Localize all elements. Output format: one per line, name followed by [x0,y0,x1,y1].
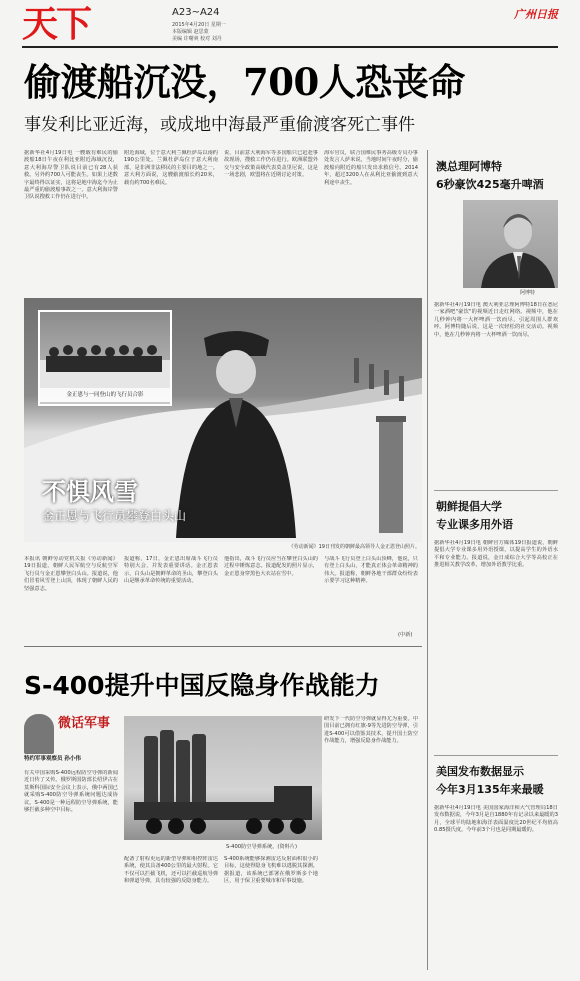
s400-photo-caption: S-400防空导弹系统。(资料片) [226,844,297,850]
s400-body-col4: 研发下一代防空导弹就显得尤为重要。中国目前已拥有红旗-9等先进防空导弹，引进S-400可以借鉴其技术，提升国土防空作战能力，增强反隐身作战能力。 [324,716,418,745]
sidebar-story3-title2: 今年3月135年来最暖 [436,783,544,796]
masthead-rule [22,46,558,48]
newspaper-logo: 广州日报 [514,8,558,21]
sidebar-rule-2 [434,755,558,756]
page-range: A23~A24 [172,7,220,18]
s400-launcher [124,716,322,840]
kim-body-col4: 与战斗飞行员登上白头山顶峰，他说，只有登上白头山，才能真正体会革命精神的伟大。报道称，朝鲜各地干部群众纷纷表示要学习这种精神。 [324,556,418,585]
s400-photo [124,716,322,840]
s400-body-col1: 有关中国采购S-400远程防空导弹的新闻近日传了又传。俄罗斯国防部长绍伊古在莫斯科国际安全会议上表示，俄中两国已就采购S-400防空导弹系统问题达成协议。S-400是一种远程防空导弹系统，能够拦截多种空中目标。 [24,770,118,814]
kim-body-col3: 他指出，战斗飞行员应当在攀登白头山的过程中锤炼意志。报道配发的照片显示，金正恩身穿黑色大衣站在雪中。 [224,556,318,577]
column-badge [24,712,118,762]
s400-body-col3: S-400系统能够探测雷达反射面积很小的目标，这使得隐身飞机难以逃脱其探测。据报道，该系统已部署在俄罗斯多个地区，用于保卫重要城市和军事设施。 [224,856,318,885]
s400-headline: S-400提升中国反隐身作战能力 [24,671,380,700]
lead-subhead: 事发利比亚近海，或成地中海最严重偷渡客死亡事件 [24,115,415,135]
masthead [0,0,580,44]
lead-body-col4: 海军官员，联合国难民事务高级专员办事处发言人萨米说，当地时间午夜时分，偷渡船向附近的船只发出求救信号。2014年，超过3200人在从利比亚偷渡到意大利途中丧生。 [324,150,418,186]
pilots-inset-photo [38,310,172,406]
sidebar-story3-body: 据新华社4月19日电 美国国家海洋和大气管理局18日发布数据说，今年3月是自1880年有记录以来最暖的3月，全球平均陆地和海洋表面温度比20世纪平均值高0.85摄氏度。今年前3个月也是同期最暖的。 [434,805,558,834]
kim-continued: (中新) [398,632,413,638]
column-divider [427,150,428,970]
section-title: 天下 [22,3,91,45]
kim-overlay-subtitle: 金正恩与飞行员攀登白头山 [42,509,187,523]
editors-line: 本版编辑 赵思蒙 [172,29,209,35]
kim-body-col2: 报道称，17日，金正恩出席战斗飞行员特别大会，并发表重要讲话。金正恩表示，白头山是朝鲜革命的圣山，攀登白头山是继承革命传统的重要活动。 [124,556,218,585]
lead-headline: 偷渡船沉没，700人恐丧命 [24,60,465,104]
sidebar-story3-title1: 美国发布数据显示 [436,765,524,778]
kim-overlay-title: 不惧风雪 [42,477,138,506]
sidebar-story1-title2: 6秒豪饮425毫升啤酒 [436,178,544,191]
column-badge-label: 微话军事 [58,716,111,731]
sidebar-story1-title1: 澳总理阿博特 [436,160,502,173]
abbott-caption: 阿博特 [520,290,536,296]
abbott-figure [463,200,558,288]
pilots-inset-caption: 金正恩与一同登山的飞行员合影 [40,388,170,402]
kim-bottom-rule [24,646,422,647]
columnist-avatar-icon [24,714,54,754]
lead-body-col2: 附近海域，位于意大利兰佩杜萨岛以南约190公里处。兰佩杜萨岛位于意大利南部，是非洲非法移民的主要目的地之一。意大利方面说，这艘偷渡船长约20米，载有约700名难民。 [124,150,218,186]
sidebar-story1-body: 据新华社4月19日电 澳大利亚总理阿博特18日在悉尼一家酒吧"豪饮"的视频近日走红网络。视频中，他在几秒钟内将一大杯啤酒一饮而尽，引起周围人群欢呼。阿博特随后说，这是一次轻松的社交活动。视频中，他在几秒钟内将一大杯啤酒一饮而尽。 [434,302,558,338]
author-line: 特约军事观察员 孙小伟 [24,756,81,762]
lead-body-col1: 据新华社4月19日电 一艘载有难民的偷渡船18日午夜在利比亚附近海域沉没，意大利海岸警卫队说目前已有28人获救。另外约700人可能丧生。如果上述数字最终得以证实，这将是地中海迄今为止最严重的偷渡船事故之一。意大利海岸警卫队说搜救工作仍在进行中。 [24,150,118,201]
sidebar-story2-body: 据新华社4月19日电 朝鲜官方媒体19日报道说，朝鲜提倡大学专业课多用外语授课，以提高学生的外语水平和专业能力。报道说，金日成综合大学等高校正在推进相关教学改革，增加外语教学比重。 [434,540,558,569]
lead-body-col3: 说，目前意大利海军等多国船只已赶赴事故现场，搜救工作仍在进行。欧洲联盟外交与安全政策高级代表莫盖里尼说，这是一场悲剧，欧盟将在近期讨论对策。 [224,150,318,179]
pilots-group [40,312,170,388]
sidebar-story2-title2: 专业课多用外语 [436,518,513,531]
designers-line: 美编 许曙爽 校对 刘丹 [172,36,222,42]
s400-body-col2: 配备了射程更远的新型导弹和相控阵雷达系统，使其具备400公里的最大射程。它不仅可以拦截飞机，还可以拦截巡航导弹和弹道导弹，具有较强的反隐身能力。 [124,856,218,885]
abbott-photo [463,200,558,288]
date-line: 2015年4月20日 星期一 [172,22,226,28]
sidebar-story2-title1: 朝鲜提倡大学 [436,500,502,513]
sidebar-rule-1 [434,490,558,491]
kim-body-col1: 本报讯 朝鲜劳动党机关报《劳动新闻》19日报道，朝鲜人民军航空与反航空军飞行员与金正恩攀登白头山。报道说，他们冒着风雪登上山顶，体现了朝鲜人民的坚强意志。 [24,556,118,592]
kim-photo-caption: 《劳动新闻》19日刊发的朝鲜最高领导人金正恩登山照片。 [288,544,420,550]
